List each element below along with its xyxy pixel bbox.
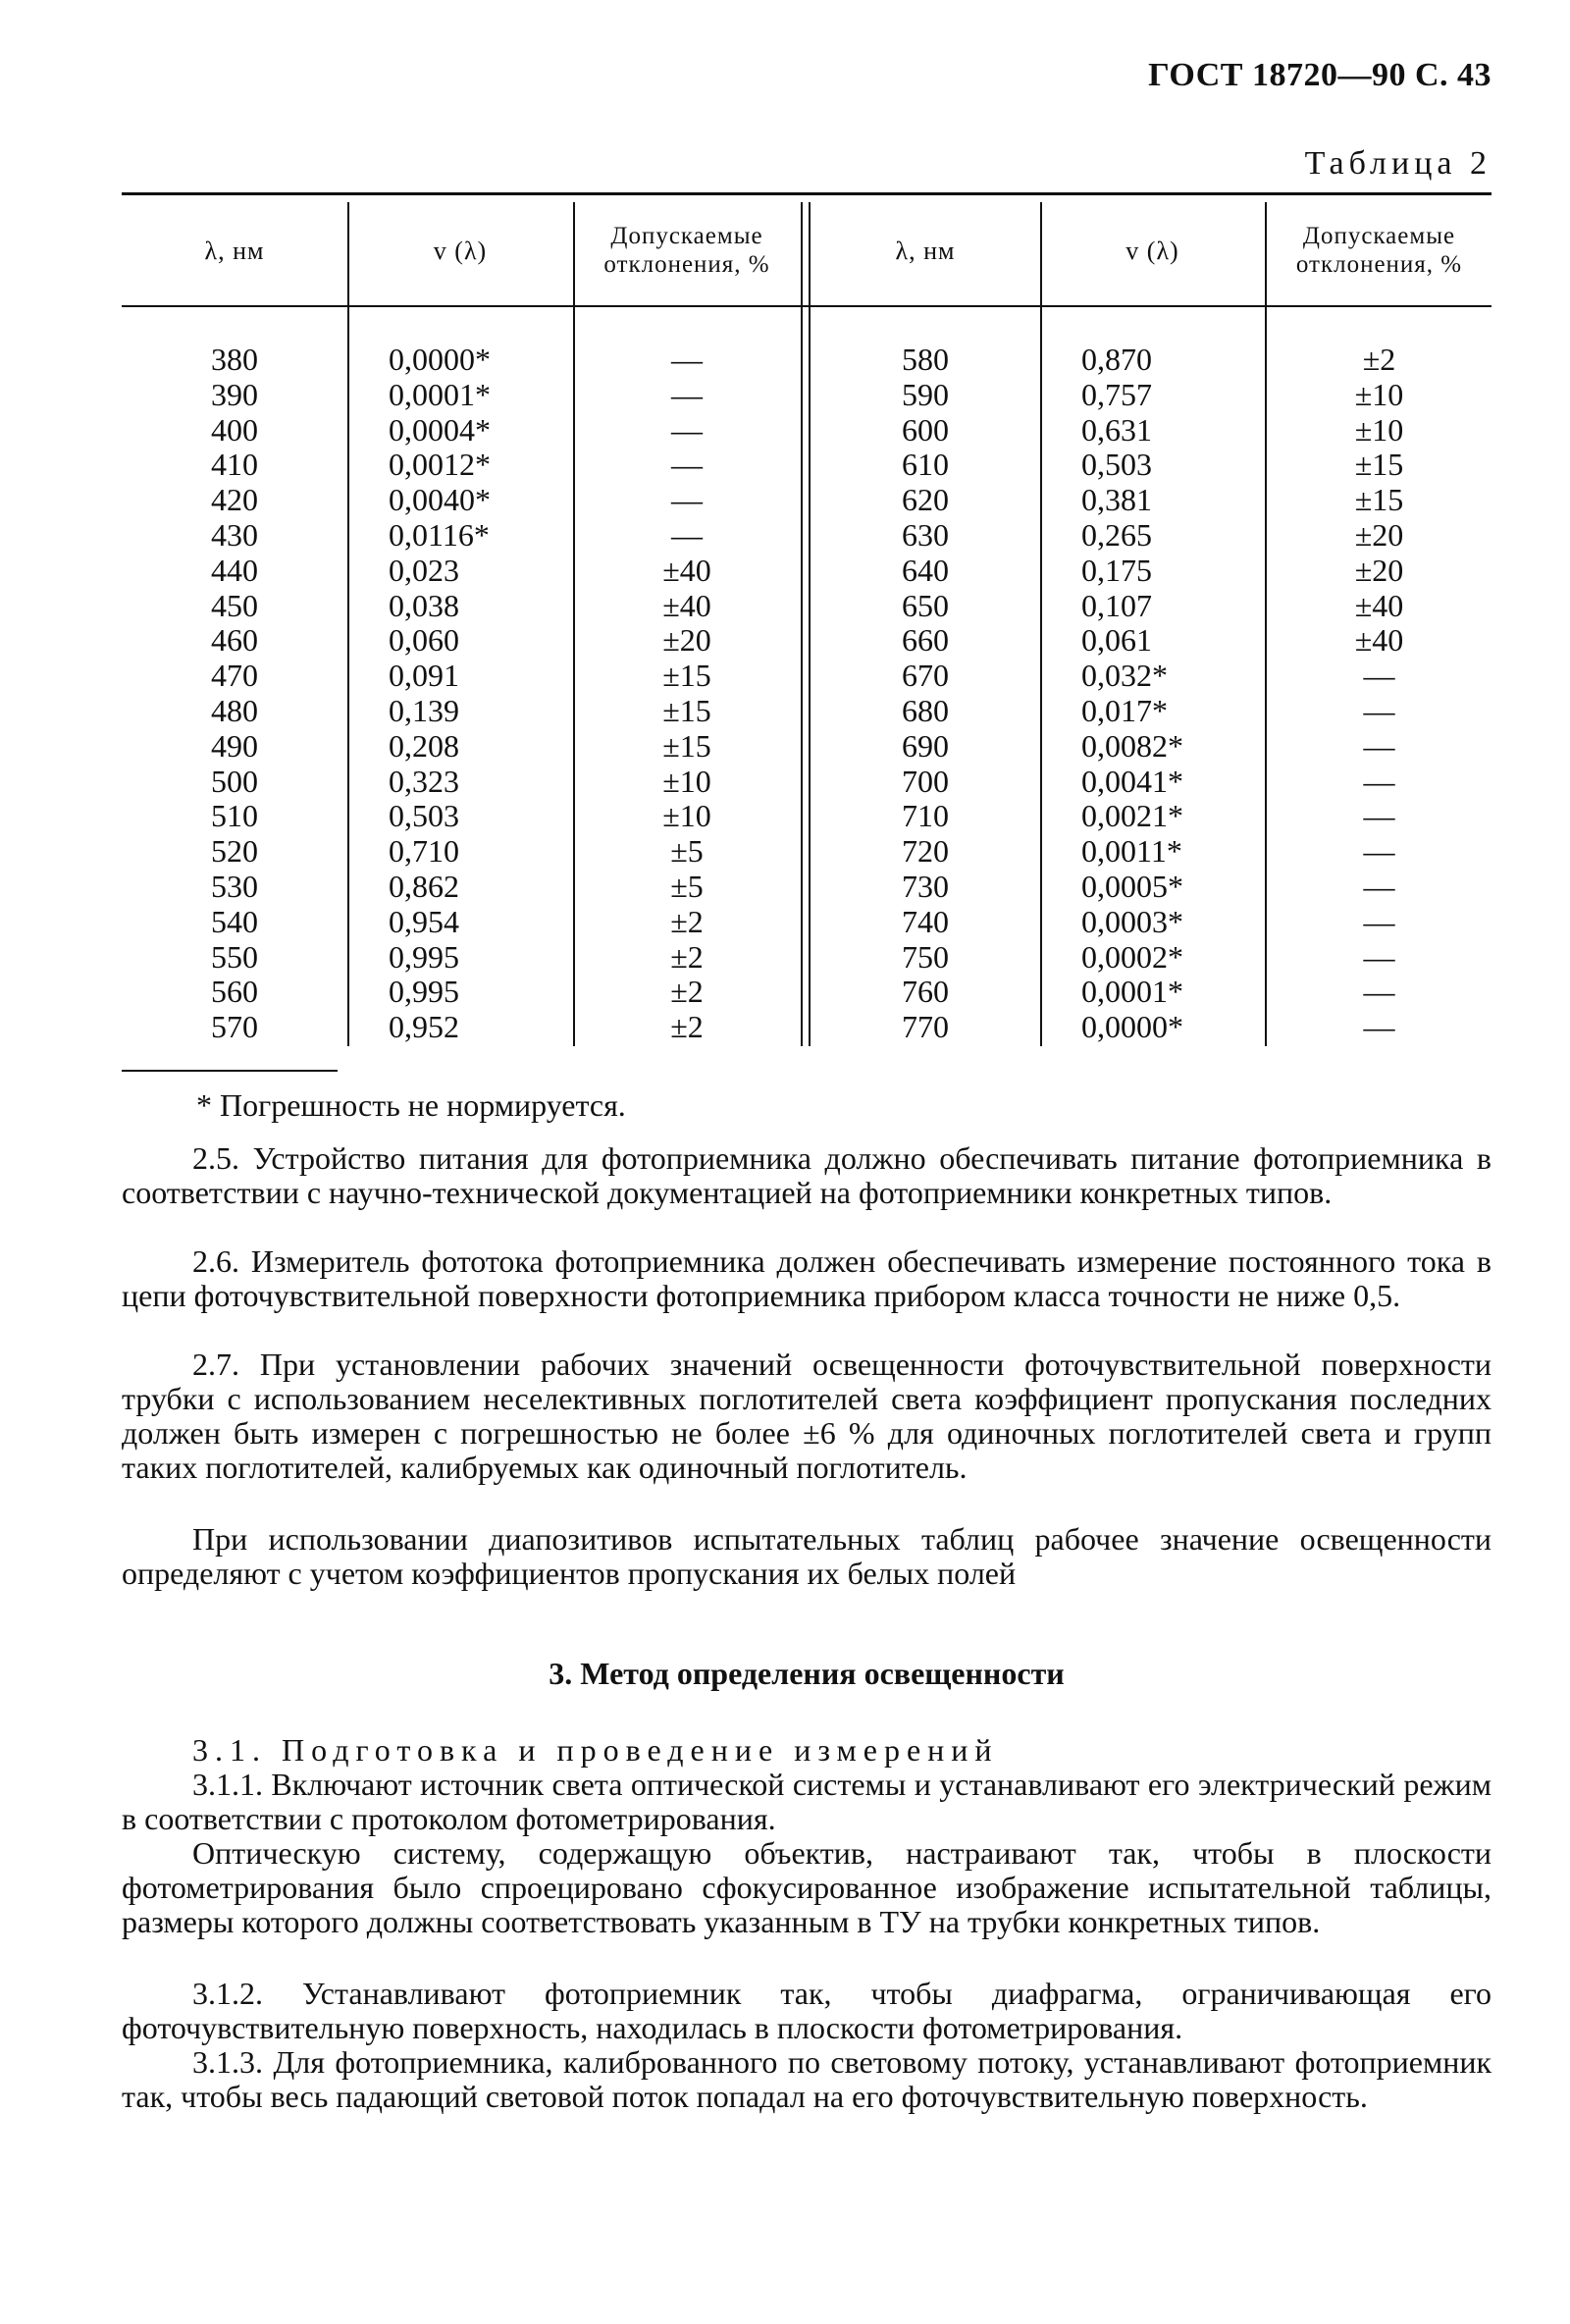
lambda-cell: 450 — [211, 587, 258, 623]
deviation-cell: ±20 — [1354, 552, 1404, 588]
lambda-cell: 480 — [211, 692, 258, 728]
table-title: Таблица 2 — [1304, 145, 1492, 182]
v-cell: 0,091 — [389, 658, 459, 694]
v-cell: 0,061 — [1081, 622, 1152, 659]
lambda-cell: 760 — [902, 974, 949, 1010]
lambda-cell: 410 — [211, 447, 258, 483]
v-cell: 0,0040* — [389, 482, 491, 518]
clause-3-1 — [122, 1733, 1492, 1768]
deviation-cell: — — [1363, 833, 1395, 870]
v-cell: 0,0011* — [1081, 833, 1182, 870]
v-cell: 0,0004* — [389, 411, 491, 448]
lambda-cell: 550 — [211, 938, 258, 975]
deviation-cell: — — [1363, 903, 1395, 939]
lambda-cell: 400 — [211, 411, 258, 448]
paragraph: 3.1.2. Устанавливают фотоприемник так, чтобы диафрагма, ограничивающая его фоточувствительную поверхность, находилась в плоскости фотометрирования. — [122, 1976, 1492, 2045]
v-cell: 0,0002* — [1081, 938, 1183, 975]
paragraph: 2.7. При установлении рабочих значений освещенности фоточувствительной поверхности трубки с использованием неселективных поглотителей света коэффициент пропускания последних должен быть измерен с погрешностью не более ±6 % для одиночных поглотителей света и групп таких поглотителей, калибруемых как одиночный поглотитель. — [122, 1347, 1492, 1485]
deviation-cell: ±2 — [670, 903, 704, 939]
lambda-cell: 500 — [211, 763, 258, 799]
section-title: 3. Метод определения освещенности — [549, 1656, 1065, 1691]
column-lambda-left — [122, 343, 347, 1045]
lambda-cell: 590 — [902, 376, 949, 412]
v-cell: 0,0005* — [1081, 868, 1183, 904]
lambda-cell: 640 — [902, 552, 949, 588]
header-lambda-left: λ, нм — [204, 236, 265, 265]
clause-3-1-1 — [122, 1768, 1492, 1836]
clause-3-1-2 — [122, 1977, 1492, 2045]
deviation-cell: — — [671, 376, 703, 412]
v-cell: 0,503 — [1081, 447, 1152, 483]
deviation-cell: ±40 — [662, 552, 711, 588]
deviation-cell: ±15 — [662, 658, 711, 694]
lambda-cell: 700 — [902, 763, 949, 799]
v-cell: 0,023 — [389, 552, 459, 588]
v-cell: 0,631 — [1081, 411, 1152, 448]
lambda-cell: 680 — [902, 692, 949, 728]
deviation-cell: — — [1363, 763, 1395, 799]
v-cell: 0,995 — [389, 974, 459, 1010]
lambda-cell: 650 — [902, 587, 949, 623]
deviation-cell: — — [671, 482, 703, 518]
lambda-cell: 600 — [902, 411, 949, 448]
deviation-cell: — — [1363, 1009, 1395, 1045]
section-3-title-block — [122, 1657, 1492, 1691]
lambda-cell: 560 — [211, 974, 258, 1010]
deviation-cell: ±2 — [670, 1009, 704, 1045]
lambda-cell: 530 — [211, 868, 258, 904]
v-cell: 0,870 — [1081, 342, 1152, 377]
table-header-rule — [122, 305, 1492, 307]
header-dev-right: Допускаемые отклонения, % — [1295, 223, 1463, 278]
lambda-cell: 730 — [902, 868, 949, 904]
v-cell: 0,952 — [389, 1009, 459, 1045]
column-lambda-right — [811, 343, 1040, 1045]
clause-2-5 — [122, 1141, 1492, 1210]
paragraph: Оптическую систему, содержащую объектив, настраивают так, чтобы в плоскости фотометрирования было спроецировано сфокусированное изображение испытательной таблицы, размеры которого должны соответствовать указанным в ТУ на трубки конкретных типов. — [122, 1835, 1492, 1939]
clause-3-1-3 — [122, 2045, 1492, 2114]
clause-2-6 — [122, 1244, 1492, 1313]
footnote-rule — [122, 1070, 338, 1072]
deviation-cell: ±2 — [670, 938, 704, 975]
column-dev-right — [1267, 343, 1492, 1045]
clause-2-7 — [122, 1347, 1492, 1485]
column-divider — [347, 202, 349, 1046]
subsection-title: 3.1. Подготовка и проведение измерений — [192, 1732, 999, 1768]
column-v-left — [389, 343, 573, 1045]
lambda-cell: 740 — [902, 903, 949, 939]
v-cell: 0,323 — [389, 763, 459, 799]
clause-2-7-note — [122, 1522, 1492, 1591]
paragraph: 2.5. Устройство питания для фотоприемника должно обеспечивать питание фотоприемника в соответствии с научно-технической документацией на фотоприемники конкретных типов. — [122, 1140, 1492, 1210]
deviation-cell: ±15 — [1354, 447, 1404, 483]
lambda-cell: 690 — [902, 727, 949, 764]
v-cell: 0,0021* — [1081, 798, 1183, 834]
lambda-cell: 380 — [211, 342, 258, 377]
deviation-cell: — — [1363, 798, 1395, 834]
deviation-cell: — — [1363, 938, 1395, 975]
deviation-cell: ±2 — [670, 974, 704, 1010]
lambda-cell: 770 — [902, 1009, 949, 1045]
header-lambda-right: λ, нм — [895, 236, 956, 265]
lambda-cell: 390 — [211, 376, 258, 412]
paragraph: 2.6. Измеритель фототока фотоприемника должен обеспечивать измерение постоянного тока в цепи фоточувствительной поверхности фотоприемника прибором класса точности не ниже 0,5. — [122, 1243, 1492, 1313]
v-cell: 0,954 — [389, 903, 459, 939]
column-v-right — [1081, 343, 1265, 1045]
v-cell: 0,0082* — [1081, 727, 1183, 764]
deviation-cell: ±5 — [670, 868, 704, 904]
v-cell: 0,0001* — [1081, 974, 1183, 1010]
lambda-cell: 570 — [211, 1009, 258, 1045]
deviation-cell: ±40 — [1354, 622, 1404, 659]
header-v-left: v (λ) — [433, 236, 488, 265]
lambda-cell: 420 — [211, 482, 258, 518]
column-divider — [1040, 202, 1042, 1046]
deviation-cell: ±15 — [662, 727, 711, 764]
v-cell: 0,0003* — [1081, 903, 1183, 939]
v-cell: 0,139 — [389, 692, 459, 728]
lambda-cell: 750 — [902, 938, 949, 975]
v-cell: 0,710 — [389, 833, 459, 870]
v-cell: 0,032* — [1081, 658, 1168, 694]
lambda-cell: 520 — [211, 833, 258, 870]
deviation-cell: ±40 — [662, 587, 711, 623]
column-dev-left — [575, 343, 799, 1045]
deviation-cell: — — [671, 411, 703, 448]
v-cell: 0,0116* — [389, 516, 490, 553]
deviation-cell: — — [1363, 868, 1395, 904]
table-top-rule — [122, 192, 1492, 195]
v-cell: 0,503 — [389, 798, 459, 834]
header-dev-left: Допускаемые отклонения, % — [603, 223, 770, 278]
deviation-cell: — — [1363, 974, 1395, 1010]
deviation-cell: — — [671, 516, 703, 553]
lambda-cell: 630 — [902, 516, 949, 553]
lambda-cell: 510 — [211, 798, 258, 834]
v-cell: 0,0000* — [1081, 1009, 1183, 1045]
lambda-cell: 580 — [902, 342, 949, 377]
deviation-cell: ±20 — [662, 622, 711, 659]
deviation-cell: ±10 — [662, 763, 711, 799]
lambda-cell: 460 — [211, 622, 258, 659]
v-cell: 0,175 — [1081, 552, 1152, 588]
v-cell: 0,0012* — [389, 447, 491, 483]
header-v-right: v (λ) — [1125, 236, 1179, 265]
clause-3-1-1-note — [122, 1836, 1492, 1939]
v-cell: 0,0001* — [389, 376, 491, 412]
lambda-cell: 660 — [902, 622, 949, 659]
v-cell: 0,060 — [389, 622, 459, 659]
spectral-table — [122, 192, 1492, 1056]
v-cell: 0,017* — [1081, 692, 1168, 728]
lambda-cell: 430 — [211, 516, 258, 553]
v-cell: 0,265 — [1081, 516, 1152, 553]
lambda-cell: 540 — [211, 903, 258, 939]
deviation-cell: ±15 — [662, 692, 711, 728]
v-cell: 0,995 — [389, 938, 459, 975]
deviation-cell: ±10 — [662, 798, 711, 834]
lambda-cell: 710 — [902, 798, 949, 834]
deviation-cell: — — [1363, 692, 1395, 728]
v-cell: 0,038 — [389, 587, 459, 623]
lambda-cell: 610 — [902, 447, 949, 483]
table-footnote: * Погрешность не нормируется. — [196, 1087, 626, 1123]
lambda-cell: 470 — [211, 658, 258, 694]
deviation-cell: ±20 — [1354, 516, 1404, 553]
deviation-cell: ±5 — [670, 833, 704, 870]
paragraph: 3.1.3. Для фотоприемника, калиброванного по световому потоку, устанавливают фотоприемник так, чтобы весь падающий световой поток попадал на его фоточувствительную поверхность. — [122, 2044, 1492, 2114]
deviation-cell: ±2 — [1362, 342, 1396, 377]
v-cell: 0,381 — [1081, 482, 1152, 518]
lambda-cell: 620 — [902, 482, 949, 518]
lambda-cell: 720 — [902, 833, 949, 870]
deviation-cell: — — [1363, 658, 1395, 694]
page-header: ГОСТ 18720—90 С. 43 — [1148, 57, 1492, 93]
deviation-cell: ±15 — [1354, 482, 1404, 518]
v-cell: 0,0000* — [389, 342, 491, 377]
deviation-cell: ±10 — [1354, 376, 1404, 412]
deviation-cell: — — [671, 342, 703, 377]
lambda-cell: 490 — [211, 727, 258, 764]
v-cell: 0,208 — [389, 727, 459, 764]
lambda-cell: 670 — [902, 658, 949, 694]
v-cell: 0,862 — [389, 868, 459, 904]
paragraph: 3.1.1. Включают источник света оптической системы и устанавливают его электрический режим в соответствии с протоколом фотометрирования. — [122, 1767, 1492, 1836]
deviation-cell: ±10 — [1354, 411, 1404, 448]
lambda-cell: 440 — [211, 552, 258, 588]
v-cell: 0,0041* — [1081, 763, 1183, 799]
column-divider-double — [801, 202, 803, 1046]
deviation-cell: — — [671, 447, 703, 483]
v-cell: 0,107 — [1081, 587, 1152, 623]
deviation-cell: ±40 — [1354, 587, 1404, 623]
paragraph: При использовании диапозитивов испытательных таблиц рабочее значение освещенности определяют с учетом коэффициентов пропускания их белых полей — [122, 1521, 1492, 1591]
deviation-cell: — — [1363, 727, 1395, 764]
v-cell: 0,757 — [1081, 376, 1152, 412]
